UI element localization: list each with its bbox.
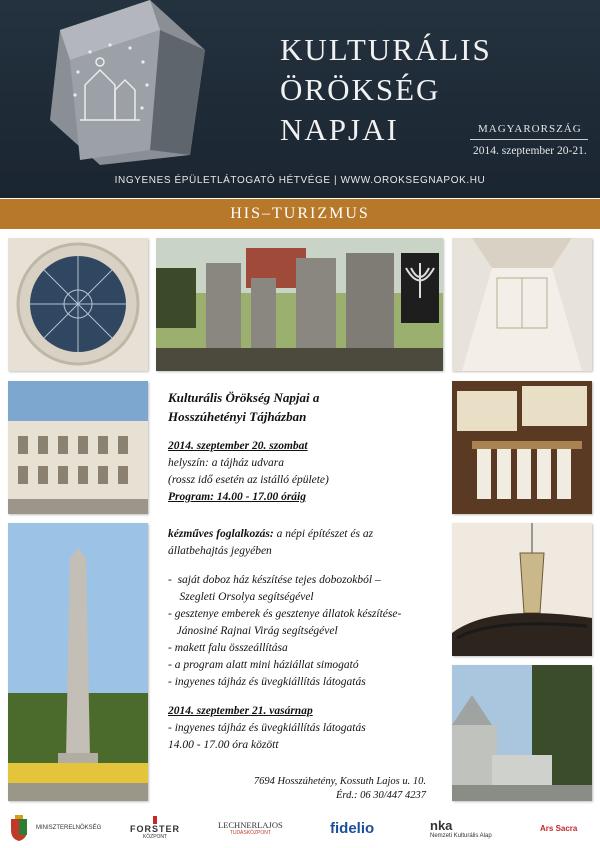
program-title-1: Kulturális Örökség Napjai a	[168, 390, 320, 405]
list-item: - gesztenye emberek és gesztenye állatok készítése-	[168, 608, 402, 620]
list-item: Szegleti Orsolya segítségével	[168, 591, 314, 603]
list-item: - makett falu összeállítása	[168, 642, 288, 654]
forster-logo	[130, 808, 180, 848]
list-item: - ingyenes tájház és üvegkiállítás látogatás	[168, 722, 366, 734]
list-item: - a program alatt mini háziállat simogató	[168, 659, 359, 671]
header-subline: INGYENES ÉPÜLETLÁTOGATÓ HÉTVÉGE | WWW.OROKSEGNAPOK.HU	[114, 175, 486, 186]
title-line-2: ÖRÖKSÉG	[280, 72, 441, 107]
program-title-2: Hosszúhetényi Tájházban	[168, 409, 307, 424]
day1-program	[168, 489, 448, 506]
list-item: 14.00 - 17.00 óra között	[168, 739, 279, 751]
ars-sacra-label: Ars Sacra	[540, 823, 578, 833]
craft-text-1: a népi építészet és az	[273, 528, 374, 540]
craft-line-1	[168, 526, 448, 543]
nka-sub: Nemzeti Kulturális Alap	[430, 832, 492, 839]
nka-logo	[430, 808, 492, 848]
lechner-sub: TUDÁSKÖZPONT	[229, 830, 271, 836]
fidelio-label: fidelio	[330, 819, 375, 837]
forster-mark-icon	[153, 816, 157, 824]
list-item: - ingyenes tájház és üvegkiállítás látogatás	[168, 676, 366, 688]
fidelio-logo	[330, 808, 374, 848]
ministry-label: MINISZTERELNÖKSÉG	[36, 825, 102, 831]
forster-label: FORSTER	[130, 824, 181, 834]
ministry-logo	[10, 808, 101, 848]
program-text	[168, 388, 448, 754]
altarpiece-photo	[452, 381, 592, 514]
stone-cube-image	[40, 0, 215, 165]
nka-label: nka	[430, 817, 453, 833]
title-line-3: NAPJAI	[280, 112, 399, 147]
obelisk-photo	[8, 523, 148, 801]
country-label: MAGYARORSZÁG	[478, 123, 582, 135]
event-date: 2014. szeptember 20-21.	[473, 145, 587, 157]
header-banner	[0, 0, 600, 198]
sponsor-logos	[0, 808, 600, 848]
theme-band: HIS–TURIZMUS	[0, 199, 600, 229]
divider	[470, 139, 588, 140]
lechner-label: LECHNERLAJOS	[218, 820, 283, 830]
day1-program-time: 14.00 - 17.00 óráig	[214, 491, 306, 503]
day1-program-label: Program:	[168, 491, 214, 503]
staircase-photo	[452, 523, 592, 656]
day1-venue: helyszín: a tájház udvara	[168, 457, 284, 469]
phone-line: Érd.: 06 30/447 4237	[335, 790, 426, 801]
craft-label: kézműves foglalkozás:	[168, 528, 274, 540]
palace-photo	[8, 381, 148, 514]
ceiling-photo	[452, 238, 592, 371]
church-photo	[452, 665, 592, 801]
address-line: 7694 Hosszúhetény, Kossuth Lajos u. 10.	[253, 776, 426, 787]
forster-sub: KÖZPONT	[142, 834, 168, 840]
day2-heading: 2014. szeptember 21. vasárnap	[168, 705, 313, 717]
cemetery-photo	[156, 238, 443, 371]
list-item: - saját doboz ház készítése tejes dobozokból –	[168, 574, 381, 586]
rose-window-photo	[8, 238, 148, 371]
craft-text-2: állatbehajtás jegyében	[168, 545, 272, 557]
title-line-1: KULTURÁLIS	[280, 32, 492, 67]
coat-of-arms-icon	[10, 815, 28, 841]
day1-venue-alt: (rossz idő esetén az istálló épülete)	[168, 474, 329, 486]
address-block	[244, 775, 426, 803]
list-item: Jánosiné Rajnai Virág segítségével	[168, 625, 338, 637]
day1-heading: 2014. szeptember 20. szombat	[168, 440, 308, 452]
ars-sacra-logo	[540, 808, 577, 848]
lechner-logo	[218, 808, 283, 848]
